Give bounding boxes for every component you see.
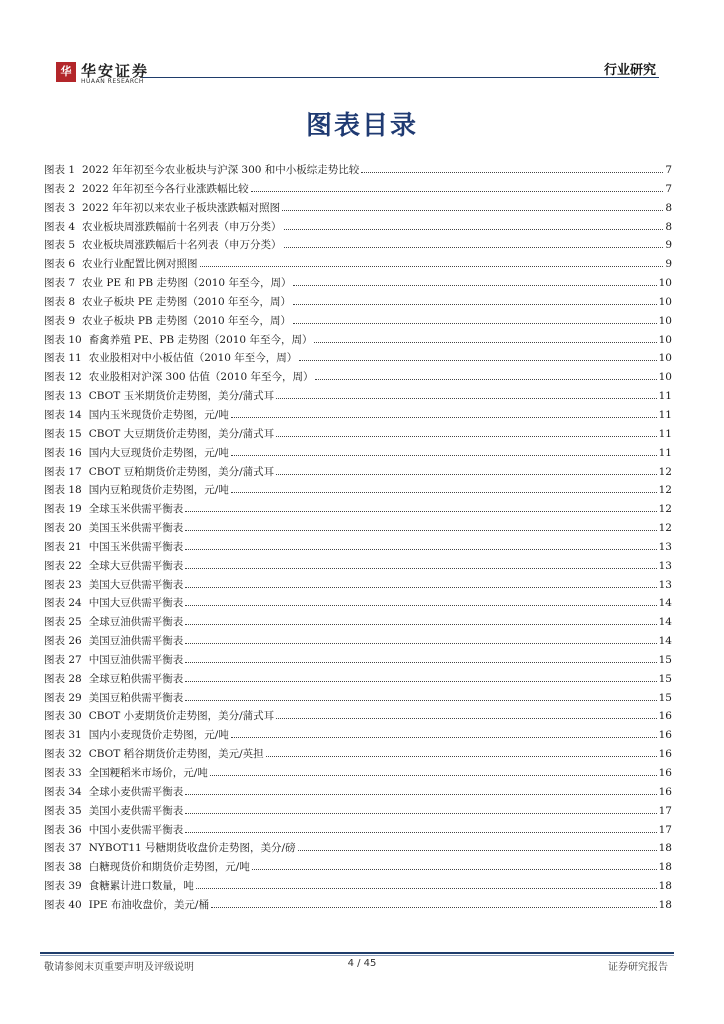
- toc-entry-page: 12: [658, 465, 672, 478]
- toc-entry[interactable]: [44, 219, 672, 238]
- section-label: 行业研究: [603, 63, 656, 78]
- toc-entry-page: 12: [658, 522, 672, 535]
- toc-entry[interactable]: [44, 501, 672, 520]
- toc-entry[interactable]: [44, 859, 672, 878]
- page-title: 图表目录: [305, 111, 418, 141]
- toc-entry-label: 图表 31: [44, 729, 82, 742]
- toc-entry[interactable]: [44, 407, 672, 426]
- toc-entry-page: 17: [658, 823, 672, 836]
- toc-dot-leader: [231, 492, 657, 493]
- toc-entry-page: 10: [658, 277, 672, 290]
- toc-dot-leader: [284, 247, 664, 248]
- toc-entry[interactable]: [44, 313, 672, 332]
- footer-divider: [40, 952, 674, 954]
- toc-entry-page: 13: [658, 578, 672, 591]
- toc-entry-label: 图表 11: [44, 352, 82, 365]
- toc-entry-caption: 美国大豆供需平衡表: [88, 578, 184, 591]
- toc-entry[interactable]: [44, 577, 672, 596]
- toc-entry-label: 图表 34: [44, 785, 82, 798]
- toc-entry[interactable]: [44, 840, 672, 859]
- toc-entry-label: 图表 40: [44, 898, 82, 911]
- toc-dot-leader: [252, 869, 657, 870]
- toc-entry[interactable]: [44, 445, 672, 464]
- toc-entry-label: 图表 21: [44, 540, 82, 553]
- toc-entry-caption: CBOT 小麦期货价走势图，美分/蒲式耳: [88, 710, 275, 723]
- toc-entry-caption: 国内小麦现货价走势图，元/吨: [88, 729, 229, 742]
- toc-entry-label: 图表 37: [44, 842, 82, 855]
- toc-entry-label: 图表 36: [44, 823, 82, 836]
- toc-entry-caption: 国内大豆现货价走势图，元/吨: [88, 446, 229, 459]
- toc-entry[interactable]: [44, 294, 672, 313]
- toc-entry-page: 9: [665, 239, 672, 252]
- toc-entry-label: 图表 23: [44, 578, 82, 591]
- toc-entry-page: 16: [658, 729, 672, 742]
- toc-entry-caption: 中国豆油供需平衡表: [88, 653, 184, 666]
- toc-entry-page: 18: [658, 842, 672, 855]
- toc-entry[interactable]: [44, 426, 672, 445]
- toc-entry-label: 图表 17: [44, 465, 82, 478]
- toc-entry[interactable]: [44, 539, 672, 558]
- toc-dot-leader: [185, 549, 656, 550]
- toc-dot-leader: [200, 266, 664, 267]
- toc-entry-page: 18: [658, 861, 672, 874]
- toc-entry-label: 图表 3: [44, 201, 76, 214]
- toc-entry[interactable]: [44, 388, 672, 407]
- toc-dot-leader: [231, 455, 657, 456]
- toc-entry-caption: 中国小麦供需平衡表: [88, 823, 184, 836]
- toc-dot-leader: [284, 229, 664, 230]
- toc-entry[interactable]: [44, 332, 672, 351]
- toc-entry-label: 图表 32: [44, 748, 82, 761]
- logo-text: 华安证券: [81, 62, 150, 80]
- toc-dot-leader: [185, 587, 656, 588]
- toc-dot-leader: [231, 737, 657, 738]
- toc-entry-caption: 全球玉米供需平衡表: [88, 503, 184, 516]
- toc-entry[interactable]: [44, 369, 672, 388]
- toc-dot-leader: [185, 794, 656, 795]
- toc-entry-label: 图表 22: [44, 559, 82, 572]
- toc-entry-page: 15: [658, 672, 672, 685]
- toc-entry-label: 图表 9: [44, 314, 76, 327]
- toc-dot-leader: [211, 907, 657, 908]
- toc-entry-caption: 全国粳稻米市场价，元/吨: [88, 767, 208, 779]
- toc-entry[interactable]: [44, 464, 672, 483]
- toc-entry-page: 11: [658, 446, 672, 459]
- toc-entry-label: 图表 6: [44, 258, 76, 271]
- toc-entry-label: 图表 27: [44, 653, 82, 666]
- footer-divider-thin: [40, 955, 674, 956]
- toc-dot-leader: [210, 775, 657, 776]
- toc-entry-page: 15: [658, 653, 672, 666]
- toc-entry[interactable]: [44, 237, 672, 256]
- toc-dot-leader: [185, 511, 656, 512]
- report-type: 证券研究报告: [608, 962, 668, 973]
- footer-disclaimer: 敬请参阅末页重要声明及评级说明: [44, 962, 194, 973]
- toc-dot-leader: [276, 436, 656, 437]
- toc-entry-label: 图表 2: [44, 182, 76, 195]
- toc-entry-label: 图表 20: [44, 522, 82, 535]
- toc-entry-caption: 美国豆粕供需平衡表: [88, 691, 184, 704]
- toc-dot-leader: [299, 360, 656, 361]
- toc-entry-label: 图表 13: [44, 390, 82, 403]
- toc-entry-label: 图表 14: [44, 408, 82, 421]
- toc-dot-leader: [276, 398, 656, 399]
- toc-dot-leader: [185, 605, 656, 606]
- toc-entry-label: 图表 30: [44, 710, 82, 723]
- toc-dot-leader: [185, 681, 656, 682]
- toc-entry-label: 图表 39: [44, 880, 82, 893]
- table-of-figures: [44, 162, 672, 916]
- toc-entry-page: 18: [658, 898, 672, 911]
- toc-entry[interactable]: [44, 897, 672, 916]
- toc-dot-leader: [293, 323, 657, 324]
- toc-dot-leader: [361, 172, 663, 173]
- toc-entry-page: 11: [658, 390, 672, 403]
- toc-entry-caption: 农业行业配置比例对照图: [82, 258, 198, 271]
- toc-dot-leader: [293, 285, 656, 286]
- toc-dot-leader: [185, 832, 656, 833]
- toc-entry-caption: CBOT 稻谷期货价走势图，美元/英担: [88, 748, 264, 761]
- toc-entry[interactable]: [44, 595, 672, 614]
- toc-dot-leader: [276, 474, 656, 475]
- toc-entry-label: 图表 1: [44, 164, 76, 176]
- toc-dot-leader: [282, 210, 663, 211]
- toc-entry-caption: 中国大豆供需平衡表: [88, 597, 184, 610]
- toc-entry-page: 10: [658, 333, 672, 346]
- toc-dot-leader: [293, 304, 657, 305]
- toc-entry-caption: 农业 PE 和 PB 走势图（2010 年至今，周）: [82, 277, 292, 290]
- toc-entry-caption: CBOT 豆粕期货价走势图，美分/蒲式耳: [88, 465, 275, 478]
- toc-entry-caption: 农业板块周涨跌幅前十名列表（申万分类）: [82, 220, 282, 233]
- toc-entry-caption: NYBOT11 号糖期货收盘价走势图，美分/磅: [88, 842, 296, 855]
- toc-entry-page: 14: [658, 597, 672, 610]
- toc-entry-page: 9: [665, 258, 672, 271]
- toc-entry-caption: 食糖累计进口数量，吨: [88, 880, 194, 893]
- toc-entry-caption: 农业子板块 PE 走势图（2010 年至今，周）: [82, 295, 291, 308]
- toc-entry-page: 17: [658, 804, 672, 817]
- toc-entry-label: 图表 38: [44, 861, 82, 874]
- toc-entry[interactable]: [44, 765, 672, 784]
- toc-entry-label: 图表 5: [44, 239, 76, 252]
- toc-entry-page: 16: [658, 767, 672, 779]
- toc-dot-leader: [276, 718, 656, 719]
- toc-entry-caption: 美国小麦供需平衡表: [88, 804, 184, 817]
- header-divider: [142, 77, 659, 78]
- logo-subtext: HUAAN RESEARCH: [81, 78, 144, 85]
- toc-entry-page: 11: [658, 427, 672, 440]
- toc-entry[interactable]: [44, 614, 672, 633]
- toc-entry[interactable]: [44, 256, 672, 275]
- logo-icon: 华: [56, 62, 76, 82]
- toc-entry[interactable]: [44, 803, 672, 822]
- toc-entry-page: 11: [658, 408, 672, 421]
- toc-entry-page: 15: [658, 691, 672, 704]
- toc-entry[interactable]: [44, 708, 672, 727]
- toc-entry-label: 图表 7: [44, 277, 76, 290]
- toc-entry-caption: IPE 布油收盘价，美元/桶: [88, 898, 209, 911]
- toc-entry-page: 10: [658, 314, 672, 327]
- page-header: [0, 0, 724, 90]
- toc-entry-page: 12: [658, 503, 672, 516]
- toc-entry-label: 图表 26: [44, 635, 82, 648]
- toc-entry-caption: 美国豆油供需平衡表: [88, 635, 184, 648]
- toc-entry[interactable]: [44, 671, 672, 690]
- toc-entry-page: 16: [658, 748, 672, 761]
- toc-entry-label: 图表 28: [44, 672, 82, 685]
- toc-entry-page: 8: [665, 201, 672, 214]
- toc-entry-caption: CBOT 大豆期货价走势图，美分/蒲式耳: [88, 427, 275, 440]
- toc-entry-label: 图表 8: [44, 295, 76, 308]
- toc-entry-page: 13: [658, 559, 672, 572]
- toc-entry[interactable]: [44, 652, 672, 671]
- toc-entry-label: 图表 25: [44, 616, 82, 629]
- toc-entry-caption: 2022 年年初至今各行业涨跌幅比较: [82, 182, 249, 195]
- toc-entry-label: 图表 35: [44, 804, 82, 817]
- toc-entry-caption: 白糖现货价和期货价走势图，元/吨: [88, 861, 250, 874]
- toc-entry-label: 图表 33: [44, 767, 82, 779]
- toc-entry-page: 10: [658, 295, 672, 308]
- toc-entry-page: 14: [658, 616, 672, 629]
- toc-dot-leader: [185, 700, 656, 701]
- toc-entry-page: 10: [658, 371, 672, 384]
- toc-entry-label: 图表 15: [44, 427, 82, 440]
- toc-entry[interactable]: [44, 633, 672, 652]
- toc-entry-caption: 农业板块周涨跌幅后十名列表（申万分类）: [82, 239, 282, 252]
- toc-entry-page: 12: [658, 484, 672, 497]
- toc-entry[interactable]: [44, 350, 672, 369]
- toc-entry[interactable]: [44, 558, 672, 577]
- toc-entry[interactable]: [44, 690, 672, 709]
- toc-entry[interactable]: [44, 275, 672, 294]
- toc-entry-caption: CBOT 玉米期货价走势图，美分/蒲式耳: [88, 390, 275, 403]
- toc-dot-leader: [231, 417, 657, 418]
- toc-dot-leader: [185, 662, 656, 663]
- page-number: 4 / 45: [347, 958, 377, 969]
- toc-entry[interactable]: [44, 520, 672, 539]
- toc-dot-leader: [185, 568, 656, 569]
- toc-dot-leader: [185, 530, 656, 531]
- toc-entry-caption: 国内玉米现货价走势图，元/吨: [88, 408, 229, 421]
- toc-dot-leader: [185, 624, 656, 625]
- toc-entry-caption: 全球豆油供需平衡表: [88, 616, 184, 629]
- toc-entry-caption: 畜禽养殖 PE、PB 走势图（2010 年至今，周）: [88, 333, 313, 346]
- toc-entry-caption: 2022 年年初至今农业板块与沪深 300 和中小板综走势比较: [82, 164, 360, 176]
- toc-entry-page: 18: [658, 880, 672, 893]
- toc-entry-label: 图表 24: [44, 597, 82, 610]
- toc-entry-caption: 全球大豆供需平衡表: [88, 559, 184, 572]
- toc-entry-label: 图表 4: [44, 220, 76, 233]
- toc-dot-leader: [315, 379, 656, 380]
- toc-entry-caption: 农业股相对中小板估值（2010 年至今，周）: [88, 352, 298, 365]
- toc-dot-leader: [196, 888, 657, 889]
- toc-entry-caption: 全球小麦供需平衡表: [88, 785, 184, 798]
- toc-dot-leader: [298, 850, 657, 851]
- toc-entry[interactable]: [44, 482, 672, 501]
- toc-dot-leader: [251, 191, 664, 192]
- toc-entry[interactable]: [44, 162, 672, 181]
- toc-entry-label: 图表 16: [44, 446, 82, 459]
- toc-entry[interactable]: [44, 200, 672, 219]
- toc-entry[interactable]: [44, 727, 672, 746]
- toc-entry-page: 16: [658, 785, 672, 798]
- toc-entry[interactable]: [44, 784, 672, 803]
- toc-entry-caption: 中国玉米供需平衡表: [88, 540, 184, 553]
- toc-entry-caption: 全球豆粕供需平衡表: [88, 672, 184, 685]
- toc-entry-label: 图表 29: [44, 691, 82, 704]
- toc-entry-label: 图表 19: [44, 503, 82, 516]
- toc-dot-leader: [185, 813, 656, 814]
- toc-entry-page: 10: [658, 352, 672, 365]
- toc-entry[interactable]: [44, 822, 672, 841]
- toc-entry-caption: 农业子板块 PB 走势图（2010 年至今，周）: [82, 314, 292, 327]
- toc-entry-label: 图表 12: [44, 371, 82, 384]
- toc-entry-caption: 2022 年年初以来农业子板块涨跌幅对照图: [82, 201, 281, 214]
- toc-entry[interactable]: [44, 181, 672, 200]
- toc-entry-page: 7: [665, 182, 672, 195]
- toc-entry-label: 图表 18: [44, 484, 82, 497]
- toc-dot-leader: [266, 756, 657, 757]
- toc-dot-leader: [185, 643, 656, 644]
- toc-entry-page: 7: [665, 164, 672, 176]
- toc-dot-leader: [314, 342, 656, 343]
- toc-entry-page: 16: [658, 710, 672, 723]
- toc-entry[interactable]: [44, 746, 672, 765]
- toc-entry-page: 13: [658, 540, 672, 553]
- toc-entry-page: 14: [658, 635, 672, 648]
- toc-entry-caption: 农业股相对沪深 300 估值（2010 年至今，周）: [88, 371, 314, 384]
- toc-entry-page: 8: [665, 220, 672, 233]
- toc-entry-caption: 国内豆粕现货价走势图，元/吨: [88, 484, 229, 497]
- toc-entry[interactable]: [44, 878, 672, 897]
- toc-entry-label: 图表 10: [44, 333, 82, 346]
- toc-entry-caption: 美国玉米供需平衡表: [88, 522, 184, 535]
